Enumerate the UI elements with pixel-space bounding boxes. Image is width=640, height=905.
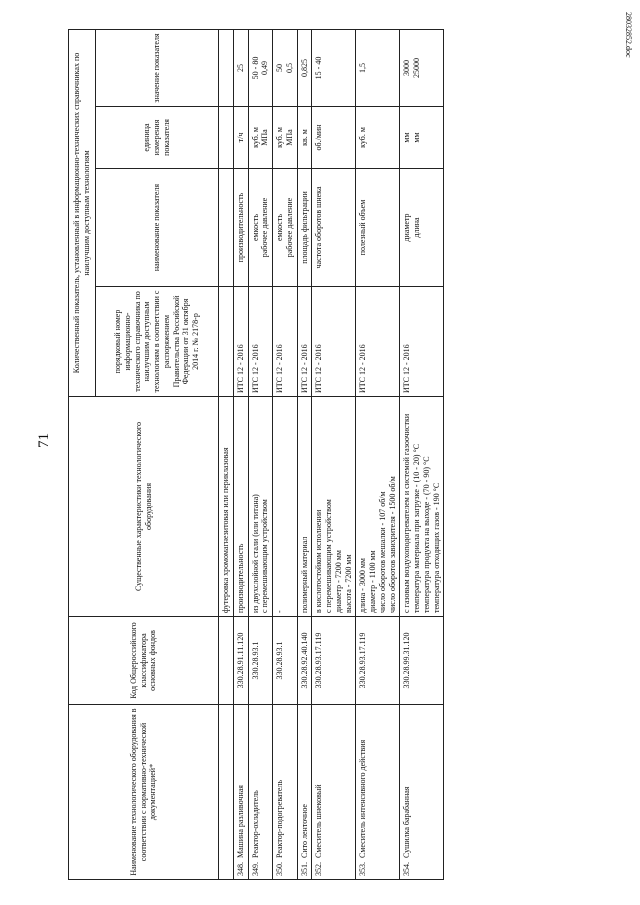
row-number: 354. [402, 858, 412, 876]
its-reference: ИТС 12 - 2016 [273, 287, 298, 397]
cell-line: куб. м [358, 127, 368, 148]
indicator-unit [233, 107, 248, 169]
cell-line: 3000 [402, 59, 412, 76]
cell-line: МПа [284, 129, 294, 146]
cell-line: производительность [235, 543, 245, 613]
indicator-value [248, 29, 273, 106]
indicator-value [233, 29, 248, 106]
its-reference: ИТС 12 - 2016 [356, 287, 400, 397]
cell-line: с перемешивающим устройством [324, 499, 333, 613]
table-row [297, 29, 312, 879]
cell-line: рабочее давление [284, 197, 294, 258]
equipment-table [68, 29, 444, 880]
indicator-unit [356, 107, 400, 169]
cell-line: из двухслойной стали (или титана) [250, 494, 260, 613]
cell-line: 0,49 [260, 60, 270, 75]
okof-code: 330.28.92.40.140 [297, 617, 312, 705]
equipment-name [248, 705, 273, 880]
equipment-name-text: Машина разливочная [235, 785, 245, 858]
characteristics [297, 397, 312, 617]
cell-line: емкость [250, 214, 260, 241]
cell-line: производительность [235, 192, 245, 263]
equipment-name-text: Смеситель шнековый [314, 784, 324, 858]
equipment-name [233, 705, 248, 880]
indicator-name [356, 169, 400, 287]
header-code: Код Общероссийского классификатора основных фондов [69, 617, 219, 705]
cell-line: с газовым воздухоподогревателем и системой газоочистки температура материала при загрузке - (10 - 20) °С [402, 413, 421, 613]
cell-line: полезный объем [358, 199, 368, 256]
indicator-value [400, 29, 444, 106]
characteristics [312, 397, 356, 617]
cell-line: емкость [275, 214, 284, 241]
cell-line: рабочее давление [260, 197, 270, 258]
cell-line: 1,5 [358, 62, 368, 73]
table-row [233, 29, 248, 879]
cell-line: высота - 7200 мм [343, 554, 353, 613]
cell-line: куб. м [250, 127, 260, 148]
cell-line: 25000 [412, 57, 421, 78]
its-reference: ИТС 12 - 2016 [312, 287, 356, 397]
table-row [248, 29, 273, 879]
indicator-unit [312, 107, 356, 169]
table-row [400, 29, 444, 879]
row-number: 352. [314, 858, 324, 876]
row-number: 351. [299, 858, 309, 876]
cell-line: 0,825 [299, 58, 309, 77]
row-number: 353. [358, 858, 368, 876]
equipment-name-text: Сушилка барабанная [402, 786, 412, 858]
cell-line: частота оборотов шнека [314, 186, 324, 269]
header-group: Количественный показатель, установленный в информационно-технических справочниках по наилучшим доступным технологиям [69, 29, 96, 396]
cell-line: куб. м [275, 127, 284, 148]
cell-line: 25 [235, 63, 245, 72]
cell-line: с перемешивающим устройством [260, 499, 270, 613]
its-reference: ИТС 12 - 2016 [233, 287, 248, 397]
indicator-value [273, 29, 298, 106]
table-row [312, 29, 356, 879]
cell-line: диаметр - 7200 мм [333, 550, 343, 613]
equipment-name-text: Реактор-охладитель [250, 790, 260, 858]
equipment-name-text: Реактор-подогреватель [275, 779, 284, 858]
indicator-name [297, 169, 312, 287]
equipment-name-text: Смеситель интенсивного действия [358, 739, 368, 858]
equipment-name [312, 705, 356, 880]
characteristics [356, 397, 400, 617]
okof-code: 330.28.99.31.120 [400, 617, 444, 705]
header-ref-number: порядковый номер информационно-технического справочника по наилучшим доступным технологиям в соответствии с распоряжением Правительства Российской Федерации от 31 октября 2014 г. № 2178-р [96, 287, 219, 397]
row-number: 349. [250, 858, 260, 876]
equipment-name [356, 705, 400, 880]
indicator-value [356, 29, 400, 106]
document-id: 28032852.doc [624, 12, 633, 58]
cell-line: т/ч [235, 132, 245, 143]
indicator-unit [297, 107, 312, 169]
indicator-unit [273, 107, 298, 169]
equipment-name [400, 705, 444, 880]
header-unit: единица измерения показателя [96, 107, 219, 169]
row-number: 348. [235, 858, 245, 876]
cell-line: 15 - 40 [314, 56, 324, 80]
table-row [273, 29, 298, 879]
cell-line: длина - 3000 мм [358, 558, 368, 613]
cell-line: число оборотов мешалки - 107 об/м [377, 491, 387, 613]
its-reference: ИТС 12 - 2016 [248, 287, 273, 397]
cell-line: мм [412, 132, 421, 143]
header-characteristics: Существенные характеристики технологического оборудования [69, 397, 219, 617]
characteristics [400, 397, 444, 617]
continuation-text: футеровка хромомагнезитовая или периклазовая [219, 397, 234, 617]
indicator-name [273, 169, 298, 287]
cell-line: 0,5 [284, 62, 294, 73]
cell-line: температура отходящих газов - 190 °С [431, 482, 441, 613]
cell-line: в кислотостойком исполнении [314, 509, 324, 613]
cell-line: МПа [260, 129, 270, 146]
cell-line: 50 [275, 63, 284, 72]
cell-line: диаметр [402, 213, 412, 242]
okof-code: 330.28.91.11.120 [233, 617, 248, 705]
okof-code: 330.28.93.17.119 [356, 617, 400, 705]
cell-line: об./мин [314, 124, 324, 151]
cell-line: площадь фильтрации [299, 191, 309, 264]
table-row [356, 29, 400, 879]
header-value: значение показателя [96, 29, 219, 106]
characteristics [273, 397, 298, 617]
indicator-name [233, 169, 248, 287]
its-reference: ИТС 12 - 2016 [400, 287, 444, 397]
continuation-row [219, 29, 234, 879]
indicator-name [248, 169, 273, 287]
okof-code: 330.28.93.1 [273, 617, 298, 705]
rotated-page [68, 30, 631, 880]
cell-line: мм [402, 132, 412, 143]
cell-line: полимерный материал [299, 536, 309, 613]
okof-code: 330.28.93.1 [248, 617, 273, 705]
indicator-name [400, 169, 444, 287]
okof-code: 330.28.93.17.119 [312, 617, 356, 705]
header-name: Наименование технологического оборудования в соответствии с нормативно-технической документацией* [69, 705, 219, 880]
cell-line: число оборотов завихрителя - 1500 об/м [387, 476, 397, 613]
its-reference: ИТС 12 - 2016 [297, 287, 312, 397]
indicator-value [312, 29, 356, 106]
row-number: 350. [275, 858, 284, 876]
indicator-unit [248, 107, 273, 169]
cell-line: кв. м [299, 129, 309, 146]
cell-line: - [275, 610, 284, 613]
equipment-name [273, 705, 298, 880]
cell-line: диаметр - 1100 мм [368, 550, 377, 613]
header-indicator-name: наименование показателя [96, 169, 219, 287]
indicator-value [297, 29, 312, 106]
cell-line: температура продукта на выходе - (70 - 90) °С [421, 456, 431, 613]
characteristics [248, 397, 273, 617]
cell-line: 50 - 80 [250, 56, 260, 80]
characteristics [233, 397, 248, 617]
equipment-name [297, 705, 312, 880]
page-number: 71 [36, 433, 52, 448]
equipment-name-text: Сито ленточное [299, 804, 309, 858]
indicator-name [312, 169, 356, 287]
indicator-unit [400, 107, 444, 169]
cell-line: длина [412, 217, 421, 238]
